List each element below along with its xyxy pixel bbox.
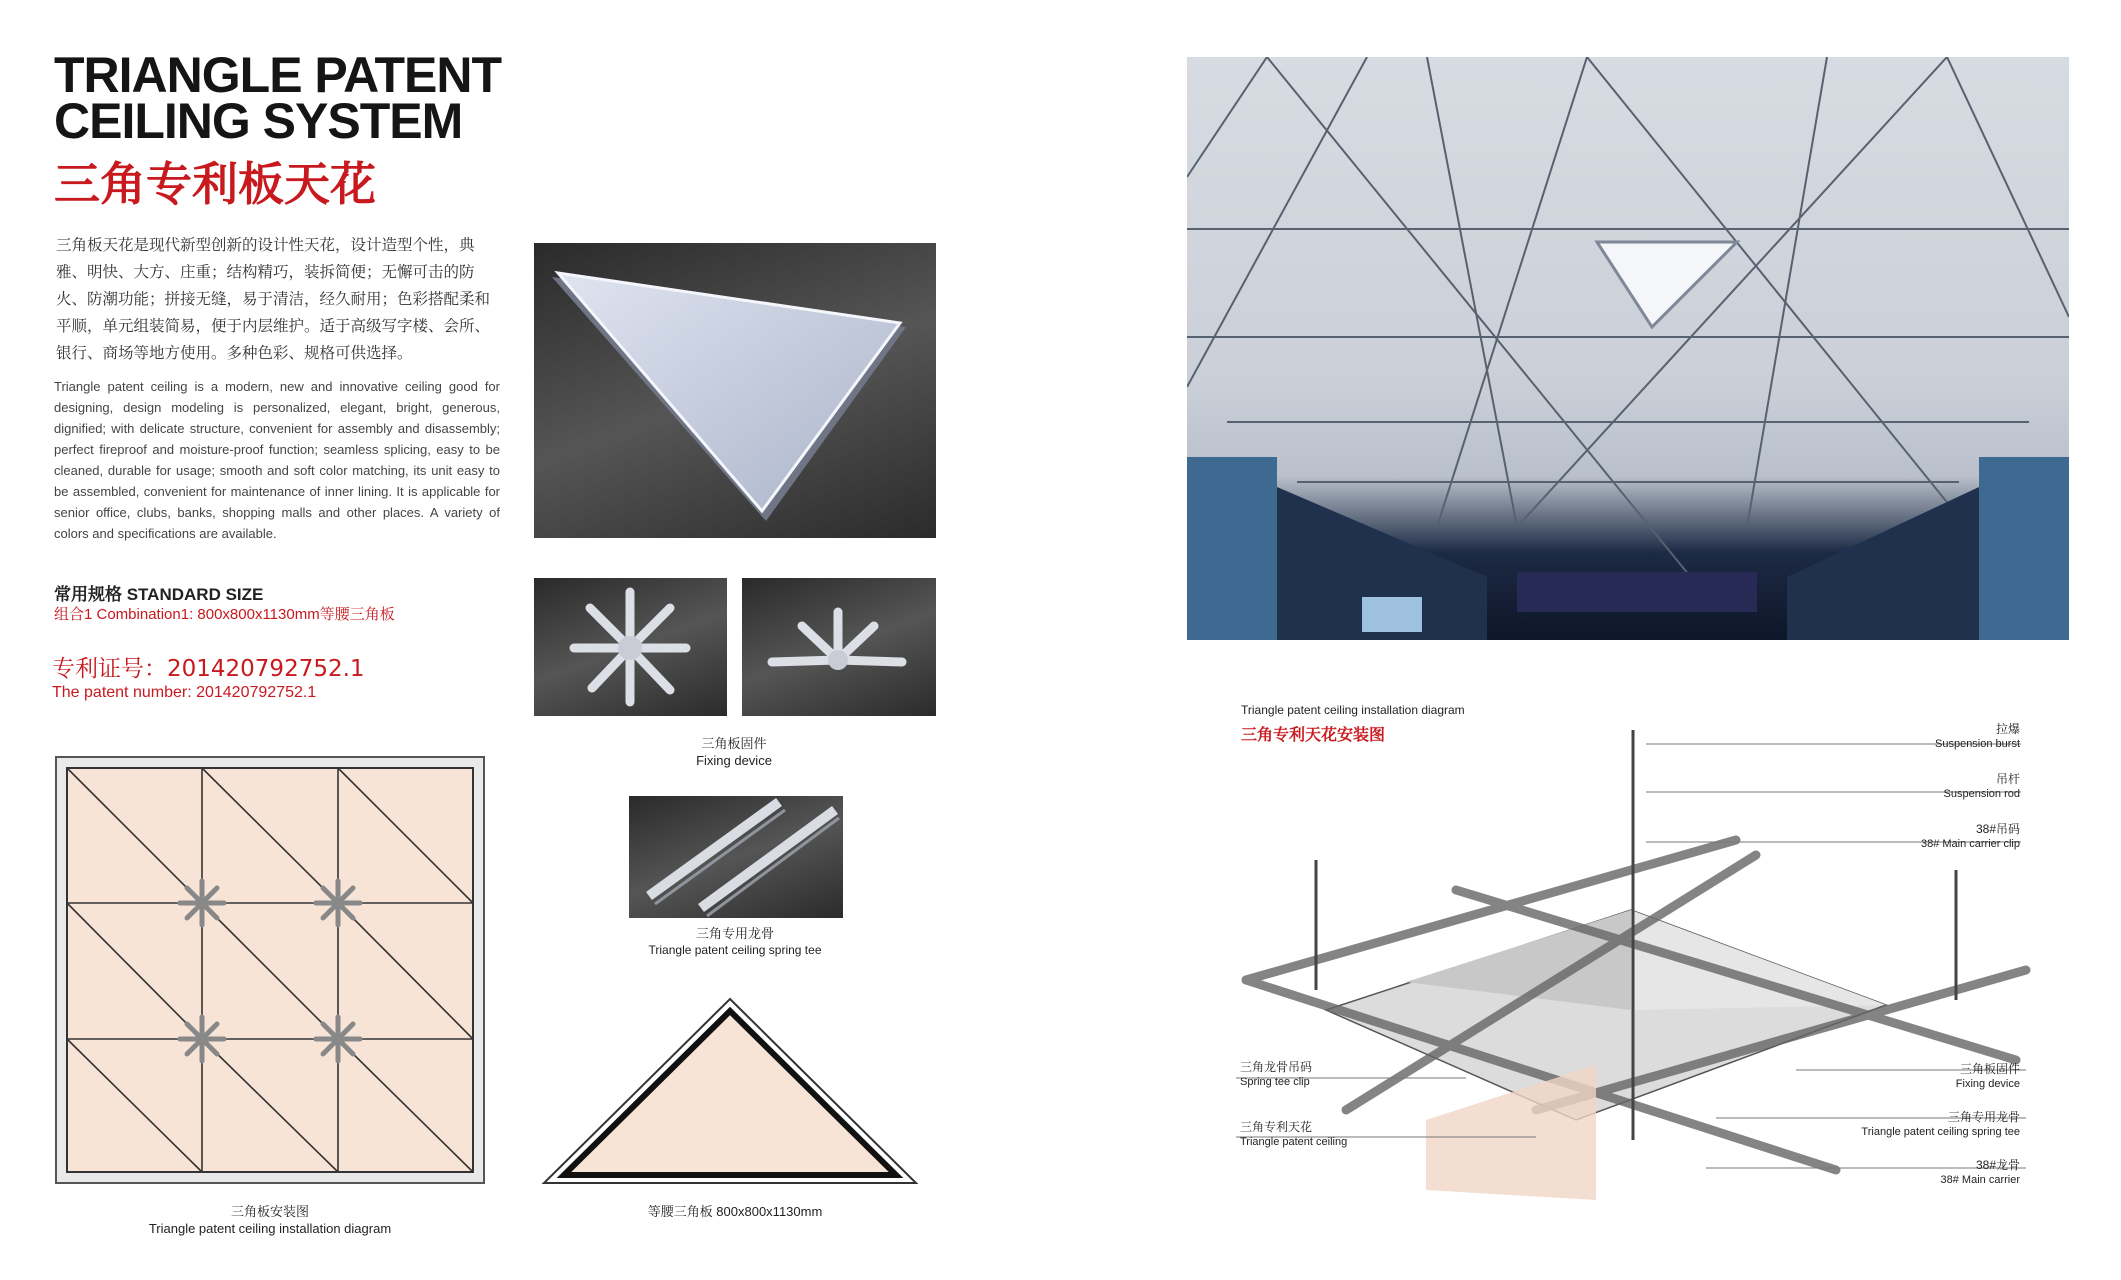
label-suspension-burst: 拉爆 Suspension burst xyxy=(1935,722,2020,750)
title-line-2: CEILING SYSTEM xyxy=(54,93,463,149)
triangle-panel-photo xyxy=(534,243,936,538)
diagram-title-cn: 三角专利天花安装图 xyxy=(1241,725,1386,744)
ceiling-interior-photo xyxy=(1187,57,2069,640)
title-line-1: TRIANGLE PATENT xyxy=(54,47,502,103)
description-english: Triangle patent ceiling is a modern, new and innovative ceiling good for designing, design modeling is personalized, elegant, bright, generous, dignified; with delicate structure, convenient for assembly and disassembly; perfect fireproof and moisture-proof function; seamless splicing, easy to be cleaned, durable for usage; smooth and soft color matching, its unit easy to be assembled, convenient for maintenance of inner lining. It is applicable for senior office, clubs, banks, shopping malls and other places. A variety of colors and specifications are available. xyxy=(54,379,500,541)
installation-plan-caption: 三角板安装图 Triangle patent ceiling installation diagram xyxy=(148,1204,392,1236)
installation-plan-diagram xyxy=(55,756,485,1184)
panel-size-caption: 等腰三角板 800x800x1130mm xyxy=(647,1204,823,1219)
title-chinese: 三角专利板天花 xyxy=(54,157,376,211)
description-chinese: 三角板天花是现代新型创新的设计性天花，设计造型个性，典雅、明快、大方、庄重；结构精巧，装拆简便；无懈可击的防火、防潮功能；拼接无缝，易于清洁，经久耐用；色彩搭配柔和平顺，单元组装简易，便于内层维护。适于高级写字楼、会所、银行、商场等地方使用。多种色彩、规格可供选择。 xyxy=(56,236,491,362)
label-main-carrier-clip: 38#吊码 38# Main carrier clip xyxy=(1920,822,2020,850)
diagram-title-en: Triangle patent ceiling installation diagram xyxy=(1241,703,1465,717)
label-main-carrier: 38#龙骨 38# Main carrier xyxy=(1940,1158,2020,1186)
label-fixing-device: 三角板固件 Fixing device xyxy=(1955,1062,2020,1090)
isosceles-panel-drawing xyxy=(540,995,920,1185)
fixing-device-photo-1 xyxy=(534,578,727,716)
patent-number-cn: 专利证号：201420792752.1 xyxy=(52,656,365,682)
page-title xyxy=(54,47,502,149)
standard-size-combination: 组合1 Combination1: 800x800x1130mm等腰三角板 xyxy=(54,606,395,623)
label-patent-ceiling: 三角专利天花 Triangle patent ceiling xyxy=(1240,1120,1348,1148)
spring-tee-caption: 三角专用龙骨 Triangle patent ceiling spring tee xyxy=(648,926,822,957)
standard-size-label: 常用规格 STANDARD SIZE xyxy=(54,585,264,604)
label-spring-tee: 三角专用龙骨 Triangle patent ceiling spring tee xyxy=(1861,1110,2020,1138)
patent-number-en: The patent number: 201420792752.1 xyxy=(52,684,317,701)
spring-tee-photo xyxy=(629,796,843,918)
fixing-device-photo-2 xyxy=(742,578,936,716)
label-suspension-rod: 吊杆 Suspension rod xyxy=(1943,772,2020,800)
fixing-device-caption: 三角板固件 Fixing device xyxy=(696,736,772,768)
label-spring-tee-clip: 三角龙骨吊码 Spring tee clip xyxy=(1240,1060,1313,1088)
